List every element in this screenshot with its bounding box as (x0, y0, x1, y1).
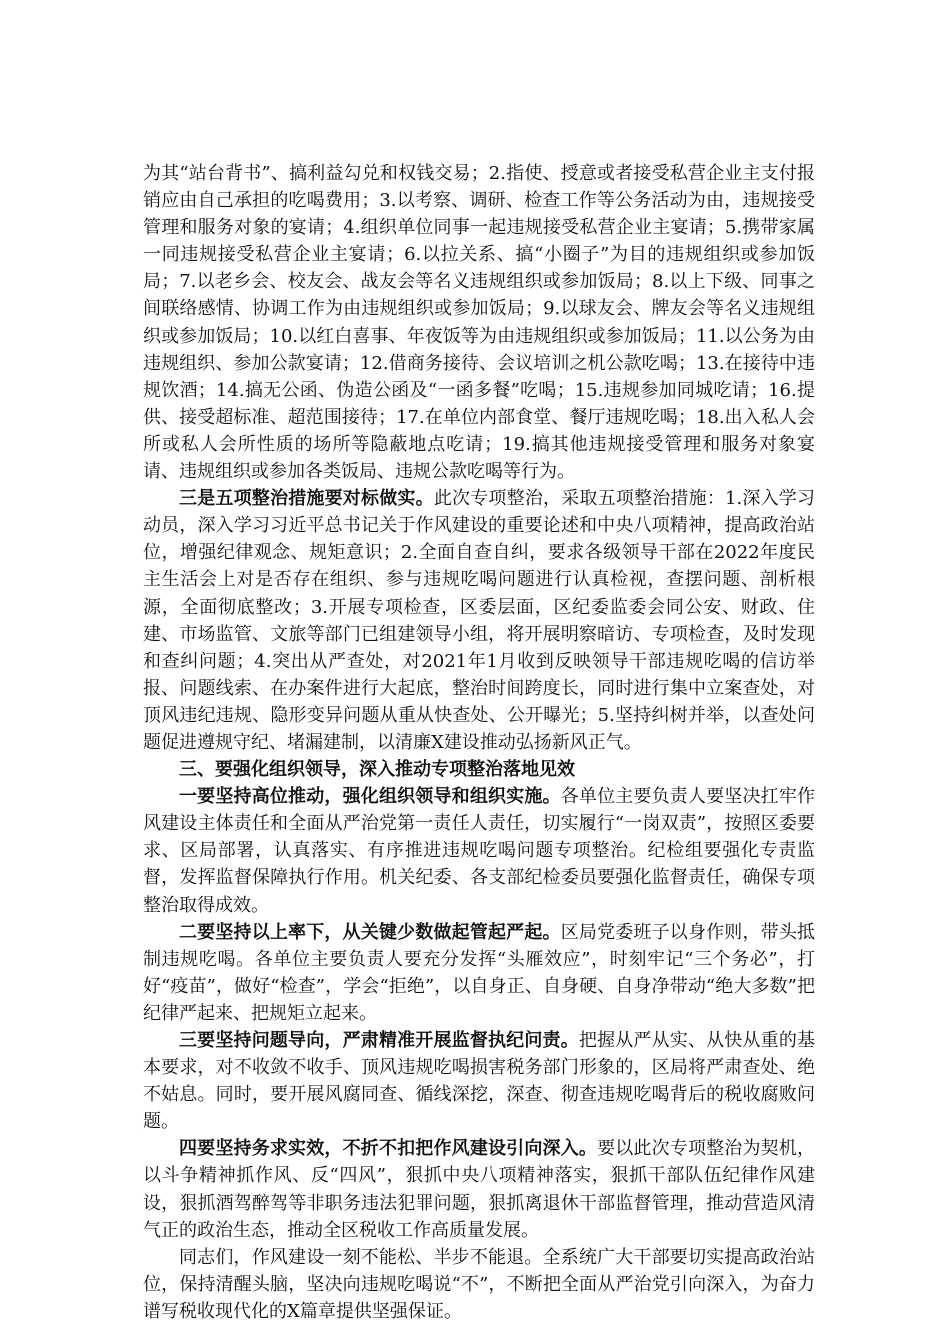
paragraph-lead: 一要坚持高位推动，强化组织领导和组织实施。 (179, 786, 561, 808)
paragraph-text: 要以此次专项整治为契机，以斗争精神抓作风、反“四风”，狠抓中央八项精神落实，狠抓干部队伍纪律作风建设，狠抓酒驾醉驾等非职务违法犯罪问题，狠抓离退休干部监督管理，推动营造风清气正的政治生态，推动全区税收工作高质量发展。 (143, 1138, 816, 1241)
paragraph-high-level-push (143, 783, 815, 918)
paragraph-closing: 同志们，作风建设一刻不能松、半步不能退。全系统广大干部要切实提高政治站位，保持清醒头脑，坚决向违规吃喝说“不”，不断把全面从严治党引向深入，为奋力谱写税收现代化的X篇章提供坚强保证。 (143, 1246, 815, 1322)
paragraph-problem-oriented (143, 1027, 815, 1135)
paragraph-text: 此次专项整治，采取五项整治措施：1.深入学习动员，深入学习习近平总书记关于作风建设的重要论述和中央八项精神，提高政治站位，增强纪律观念、规矩意识；2.全面自查自纠，要求各级领导干部在2022年度民主生活会上对是否存在组织、参与违规吃喝问题进行认真检视，查摆问题、剖析根源，全面彻底整改；3.开展专项检查，区委层面，区纪委监委会同公安、财政、住建、市场监管、文旅等部门已组建领导小组，将开展明察暗访、专项检查，及时发现和查纠问题；4.突出从严查处，对2021年1月收到反映领导干部违规吃喝的信访举报、问题线索、在办案件进行大起底，整治时间跨度长，同时进行集中立案查处，对顶风违纪违规、隐形变异问题从重从快查处、公开曝光；5.坚持纠树并举，以查处问题促进遵规守纪、堵漏建制，以清廉X建设推动弘扬新风正气。 (143, 488, 816, 753)
paragraph-five-measures (143, 485, 815, 756)
paragraph-lead: 三要坚持问题导向，严肃精准开展监督执纪问责。 (179, 1030, 579, 1051)
section-heading: 三、要强化组织领导，深入推动专项整治落地见效 (179, 759, 575, 781)
paragraph-text: 区局党委班子以身作则，带头抵制违规吃喝。各单位主要负责人要充分发挥“头雁效应”，时刻牢记“三个务必”，打好“疫苗”，做好“检查”，学会“拒绝”，以自身正、自身硬、自身净带动“绝大多数”把纪律严起来、把规矩立起来。 (143, 921, 816, 1024)
paragraph-text: 把握从严从实、从快从重的基本要求，对不收敛不收手、顶风违规吃喝损害税务部门形象的，区局将严肃查处、绝不姑息。同时，要开展风腐同查、循线深挖，深查、彻查违规吃喝背后的税收腐败问题。 (143, 1030, 816, 1133)
paragraph-lead: 二要坚持以上率下，从关键少数做起管起严起。 (179, 921, 561, 943)
paragraph-text: 各单位主要负责人要坚决扛牢作风建设主体责任和全面从严治党第一责任人责任，切实履行“一岗双责”，按照区委要求、区局部署，认真落实、有序推进违规吃喝问题专项整治。纪检组要强化专责监督，发挥监督保障执行作用。机关纪委、各支部纪检委员要强化监督责任，确保专项整治取得成效。 (143, 786, 816, 916)
paragraph-lead: 四要坚持务求实效，不折不扣把作风建设引向深入。 (179, 1138, 598, 1160)
paragraph-lead: 三是五项整治措施要对标做实。 (179, 488, 434, 510)
document-body (143, 160, 815, 1325)
paragraph-practical-results (143, 1135, 815, 1243)
paragraph-lead-by-example (143, 919, 815, 1027)
paragraph-violation-list: 为其“站台背书”、搞利益勾兑和权钱交易；2.指使、授意或者接受私营企业主支付报销应由自己承担的吃喝费用；3.以考察、调研、检查工作等公务活动为由，违规接受管理和服务对象的宴请；4.组织单位同事一起违规接受私营企业主宴请；5.携带家属一同违规接受私营企业主宴请；6.以拉关系、搞“小圈子”为目的违规组织或参加饭局；7.以老乡会、校友会、战友会等名义违规组织或参加饭局；8.以上下级、同事之间联络感情、协调工作为由违规组织或参加饭局；9.以球友会、牌友会等名义违规组织或参加饭局；10.以红白喜事、年夜饭等为由违规组织或参加饭局；11.以公务为由违规组织、参加公款宴请；12.借商务接待、会议培训之机公款吃喝；13.在接待中违规饮酒；14.搞无公函、伪造公函及“一函多餐”吃喝；15.违规参加同城吃请；16.提供、接受超标准、超范围接待；17.在单位内部食堂、餐厅违规吃喝；18.出入私人会所或私人会所性质的场所等隐蔽地点吃请；19.搞其他违规接受管理和服务对象宴请、违规组织或参加各类饭局、违规公款吃喝等行为。 (143, 163, 815, 483)
